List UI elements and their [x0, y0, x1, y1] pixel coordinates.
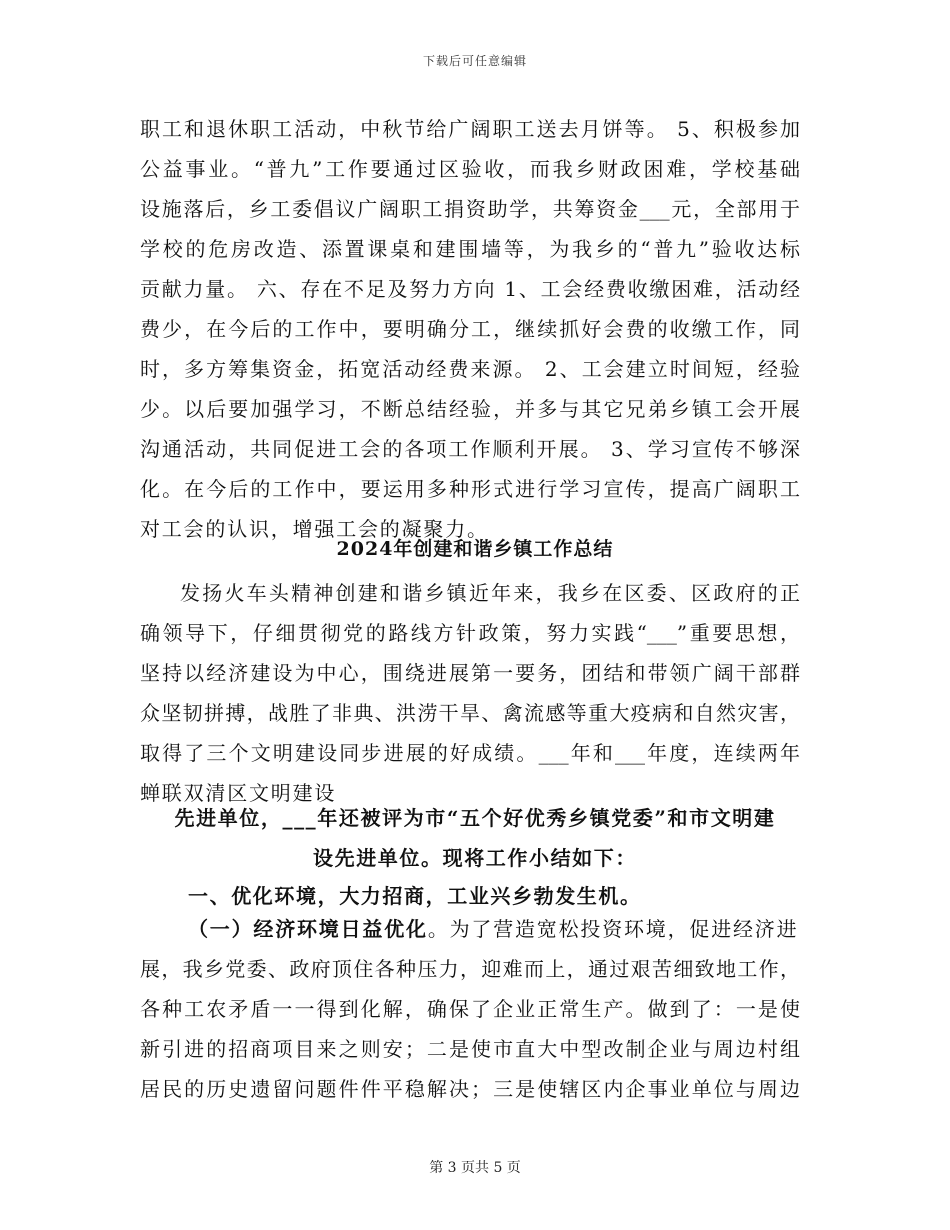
body-line: 蝉联双清区文明建设 — [140, 781, 337, 805]
subsection-line — [188, 914, 800, 944]
body-line: 费少，在今后的工作中，要明确分工，继续抓好会费的收缴工作，同 — [140, 317, 800, 341]
body-line: 少。以后要加强学习，不断总结经验，并多与其它兄弟乡镇工会开展 — [140, 397, 800, 421]
body-line: 对工会的认识，增强工会的凝聚力。 — [140, 517, 489, 541]
body-line: 确领导下，仔细贯彻党的路线方针政策，努力实践“___”重要思想， — [140, 621, 800, 645]
document-title: 2024年创建和谐乡镇工作总结 — [336, 538, 614, 560]
subsection-heading: （一）经济环境日益优化 — [188, 917, 428, 941]
body-line: 沟通活动，共同促进工会的各项工作顺利开展。 3、学习宣传不够深 — [140, 437, 800, 461]
page-footer: 第 3 页共 5 页 — [429, 1160, 521, 1176]
body-line: 发扬火车头精神创建和谐乡镇近年来，我乡在区委、区政府的正 — [180, 581, 800, 605]
body-line: 取得了三个文明建设同步进展的好成绩。___年和___年度，连续两年 — [140, 741, 800, 765]
body-line: 众坚韧拼搏，战胜了非典、洪涝干旱、禽流感等重大疫病和自然灾害， — [140, 701, 800, 725]
body-line: 坚持以经济建设为中心，围绕进展第一要务，团结和带领广阔干部群 — [140, 661, 800, 685]
body-line: 展，我乡党委、政府顶住各种压力，迎难而上，通过艰苦细致地工作， — [140, 957, 800, 981]
body-line: 学校的危房改造、添置课桌和建围墙等，为我乡的“普九”验收达标 — [140, 237, 800, 261]
body-line: 公益事业。“普九”工作要通过区验收，而我乡财政困难，学校基础 — [140, 157, 800, 181]
body-line: 各种工农矛盾一一得到化解，确保了企业正常生产。做到了：一是使 — [140, 997, 800, 1021]
body-line: 贡献力量。 六、存在不足及努力方向 1、工会经费收缴困难，活动经 — [140, 277, 800, 301]
page-header: 下载后可任意编辑 — [422, 54, 527, 68]
body-line: 职工和退休职工活动，中秋节给广阔职工送去月饼等。 5、积极参加 — [140, 117, 800, 141]
bold-line: 设先进单位。现将工作小结如下： — [313, 846, 637, 870]
body-line: 设施落后，乡工委倡议广阔职工捐资助学，共筹资金___元，全部用于 — [140, 197, 800, 221]
body-line: 化。在今后的工作中，要运用多种形式进行学习宣传，提高广阔职工 — [140, 477, 800, 501]
body-line: 新引进的招商项目来之则安；二是使市直大中型改制企业与周边村组 — [140, 1037, 800, 1061]
bold-line: 先进单位，___年还被评为市“五个好优秀乡镇党委”和市文明建 — [174, 806, 776, 830]
body-line: 时，多方筹集资金，拓宽活动经费来源。 2、工会建立时间短，经验 — [140, 357, 800, 381]
subsection-text: 。为了营造宽松投资环境，促进经济进 — [427, 917, 799, 941]
section-heading: 一、优化环境，大力招商，工业兴乡勃发生机。 — [188, 884, 642, 908]
body-line: 居民的历史遗留问题件件平稳解决；三是使辖区内企事业单位与周边 — [140, 1077, 800, 1101]
